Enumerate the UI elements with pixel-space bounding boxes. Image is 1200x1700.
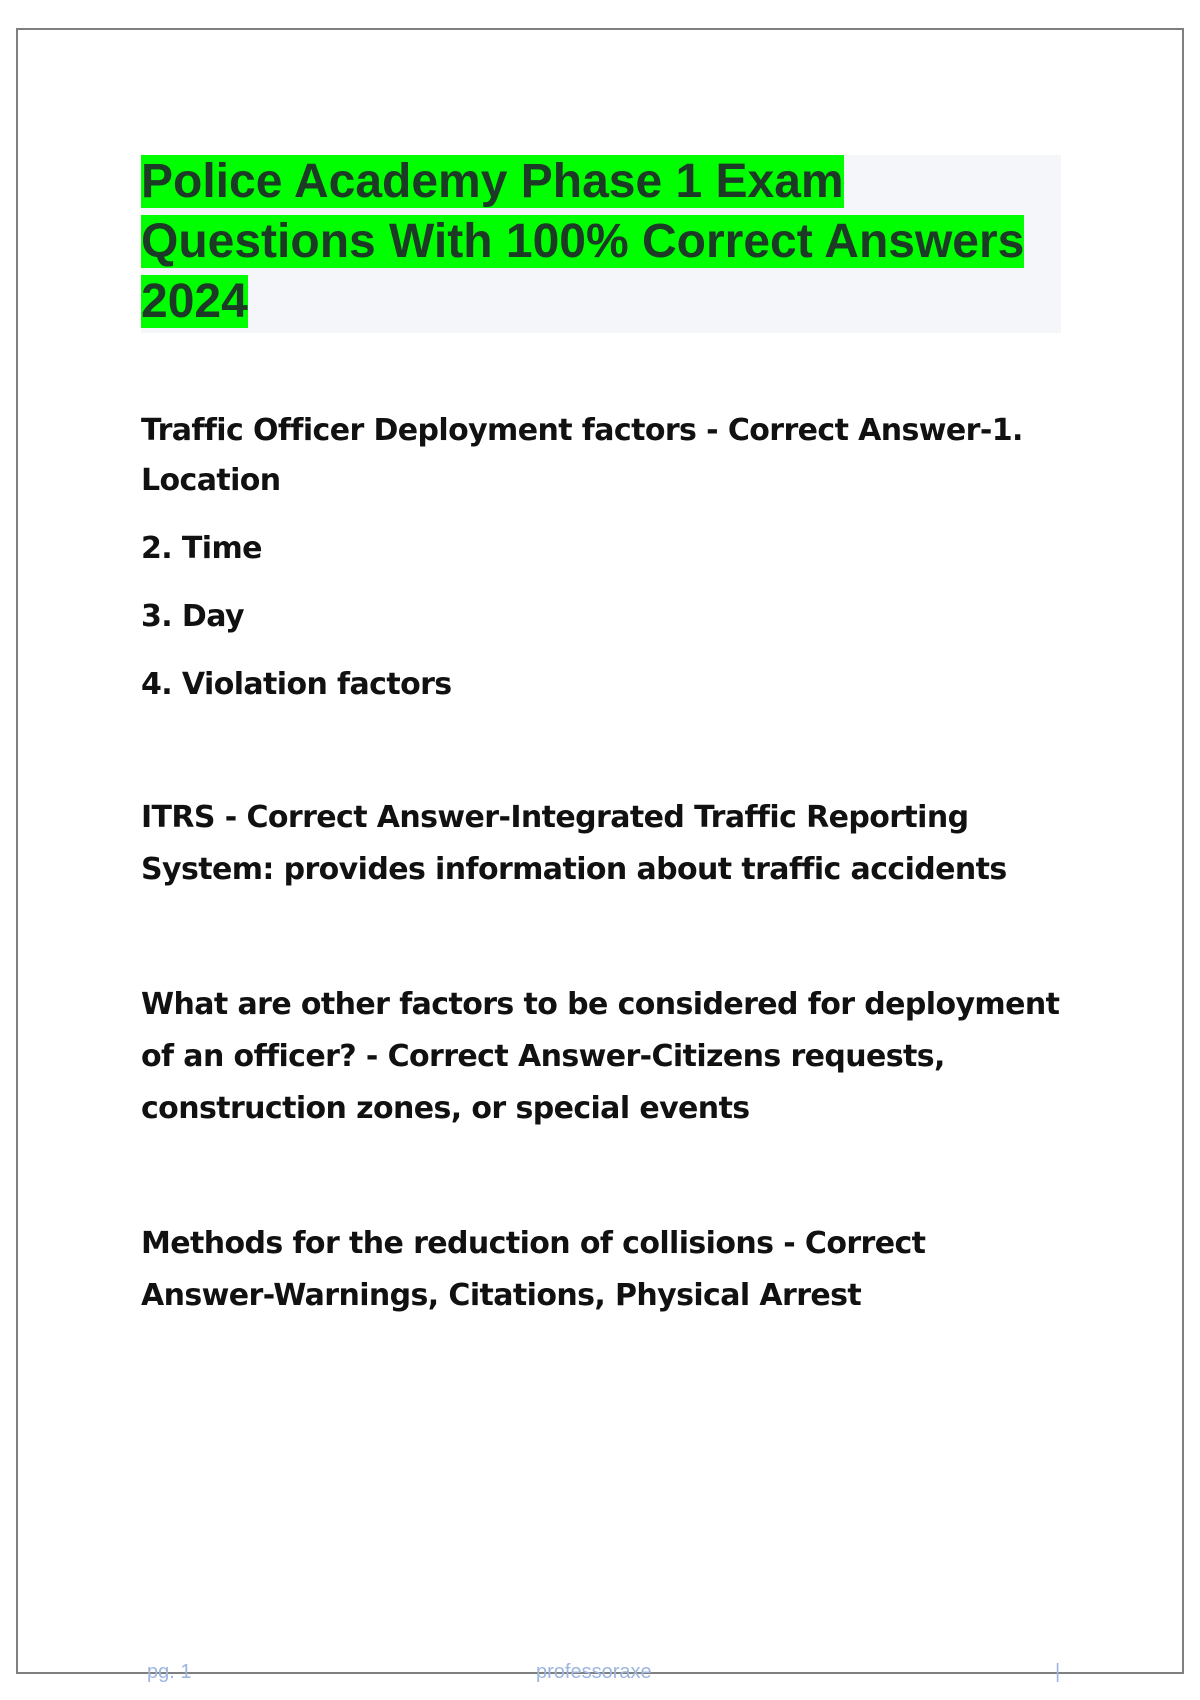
qa-entry-1-sub-item-2: 3. Day <box>141 599 244 634</box>
qa-entry-3: What are other factors to be considered for deployment of an officer? - Correct Answer-Citizens requests, construction zones, or special events <box>141 987 1060 1126</box>
qa-entry-1-sub-item-1: 2. Time <box>141 531 262 566</box>
qa-entry-2: ITRS - Correct Answer-Integrated Traffic Reporting System: provides information about traffic accidents <box>141 800 1007 887</box>
title-line-1: Police Academy Phase 1 Exam <box>141 155 844 208</box>
footer-source: professoraxe <box>536 1661 652 1683</box>
footer-page-number: pg. 1 <box>147 1661 192 1683</box>
qa-entry-4: Methods for the reduction of collisions - Correct Answer-Warnings, Citations, Physical Arrest <box>141 1226 926 1313</box>
qa-entry-1-sub-item-3: 4. Violation factors <box>141 667 452 702</box>
document-title <box>141 152 1061 332</box>
qa-entry-1 <box>141 406 1061 710</box>
title-line-3: 2024 <box>141 275 248 328</box>
title-line-2: Questions With 100% Correct Answers <box>141 215 1025 268</box>
qa-entry-1-text: Traffic Officer Deployment factors - Correct Answer-1. Location <box>141 413 1023 498</box>
footer-mark: | <box>1055 1661 1061 1683</box>
